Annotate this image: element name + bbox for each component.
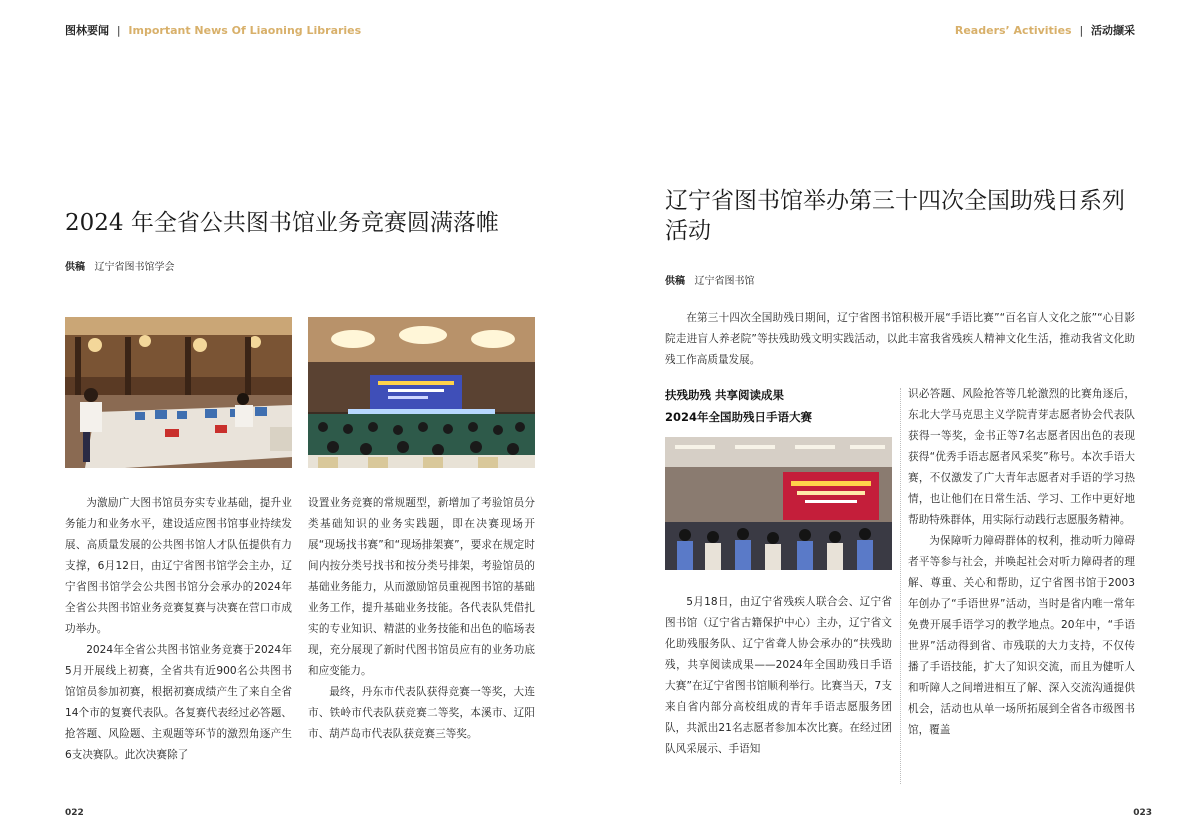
- photo-conference-hall: [308, 317, 535, 468]
- subheading-2: 2024年全国助残日手语大赛: [665, 410, 813, 424]
- paragraph: 为保障听力障碍群体的权利，推动听力障碍者平等参与社会，并唤起社会对听力障碍者的理解、尊重、关心和帮助，辽宁省图书馆于2003年创办了“手语世界”活动，当时是省内唯一常年免费开展手语学习的教学地点。20年中，“手语世界”活动得到省、市残联的大力支持，不仅传播了手语技能，扩大了知识交流，而且为健听人和听障人之间增进相互了解、深入交流沟通提供机会，活动也从单一场所拓展到全省各市级图书馆，覆盖: [908, 535, 1135, 736]
- page-number-right: 023: [1133, 808, 1152, 818]
- paragraph: 5月18日，由辽宁省残疾人联合会、辽宁省图书馆（辽宁省古籍保护中心）主办，辽宁省文化助残服务队、辽宁省聋人协会承办的“扶残助残，共享阅读成果——2024年全国助残日手语大赛”在辽宁省图书馆顺利举行。比赛当天，7支来自省内部分高校组成的青年手语志愿服务团队，共派出21名志愿者参加本次比赛。在经过团队风采展示、手语知: [665, 596, 892, 755]
- photo-sign-language-contest: [665, 437, 892, 570]
- right-column-1: [665, 384, 892, 428]
- paragraph: 设置业务竞赛的常规题型，新增加了考验馆员分类基础知识的业务实践题，即在决赛现场开展“现场找书赛”和“现场排架赛”，要求在规定时间内按分类号找书和按分类号排架，考验馆员的基础业务能力，从而激励馆员重视图书馆的基础业务工作，提升基础业务技能。各代表队凭借扎实的专业知识、精湛的业务技能和出色的临场表现，充分展现了新时代图书馆员应有的业务功底和应变能力。: [308, 497, 535, 677]
- header-right-cn: 活动撷采: [1091, 24, 1135, 37]
- left-byline-org: 辽宁省图书馆学会: [94, 262, 175, 273]
- header-separator: |: [1079, 24, 1084, 37]
- right-page: [600, 0, 1200, 827]
- right-lead: [665, 308, 1135, 371]
- left-column-1: [65, 493, 292, 766]
- right-byline: [665, 272, 754, 287]
- paragraph: 为激励广大图书馆员夯实专业基础，提升业务能力和业务水平，建设适应图书馆事业持续发展、高质量发展的公共图书馆人才队伍提供有力支撑，6月12日，由辽宁省图书馆学会主办，辽宁省图书馆学会公共图书馆分会承办的2024年全省公共图书馆业务竞赛复赛与决赛在营口市成功举办。: [65, 497, 292, 635]
- header-separator: |: [116, 24, 121, 37]
- right-byline-org: 辽宁省图书馆: [694, 276, 755, 287]
- header-left: [65, 22, 361, 38]
- header-right-en: Readers’ Activities: [954, 24, 1072, 37]
- paragraph: 最终，丹东市代表队获得竞赛一等奖，大连市、铁岭市代表队获竞赛二等奖，本溪市、辽阳市、葫芦岛市代表队获竞赛三等奖。: [308, 686, 535, 740]
- paragraph: 2024年全省公共图书馆业务竞赛于2024年5月开展线上初赛，全省共有近900名公共图书馆馆员参加初赛，根据初赛成绩产生了来自全省14个市的复赛代表队。各复赛代表经过必答题、抢答题、风险题、主观题等环节的激烈角逐产生6支决赛队。此次决赛除了: [65, 644, 292, 761]
- left-column-2: [308, 493, 535, 745]
- photo-book-display: [65, 317, 292, 468]
- page-number-left: 022: [65, 808, 84, 818]
- right-column-1-body: [665, 592, 892, 760]
- right-article-title: 辽宁省图书馆举办第三十四次全国助残日系列活动: [665, 188, 1125, 244]
- header-left-en: Important News Of Liaoning Libraries: [128, 24, 362, 37]
- subheading-1: 扶残助残 共享阅读成果: [665, 388, 785, 402]
- paragraph: 识必答题、风险抢答等几轮激烈的比赛角逐后，东北大学马克思主义学院青芽志愿者协会代表队获得一等奖，金书正等7名志愿者因出色的表现获得“优秀手语志愿者风采奖”称号。本次手语大赛，不仅激发了广大青年志愿者对手语的学习热情，也让他们在日常生活、学习、工作中更好地帮助特殊群体，用实际行动践行志愿服务精神。: [908, 388, 1135, 526]
- left-byline: [65, 258, 174, 273]
- left-byline-label: 供稿: [65, 262, 85, 273]
- right-byline-label: 供稿: [665, 276, 685, 287]
- left-article-title: 2024 年全省公共图书馆业务竞赛圆满落帷: [65, 210, 499, 236]
- header-left-cn: 图林要闻: [65, 24, 109, 37]
- right-column-2: [908, 384, 1135, 741]
- header-right: [955, 22, 1135, 38]
- lead-paragraph: 在第三十四次全国助残日期间，辽宁省图书馆积极开展“手语比赛”“百名盲人文化之旅”“心目影院走进盲人养老院”等扶残助残文明实践活动，以此丰富我省残疾人精神文化生活，推动我省文化助残工作高质量发展。: [665, 312, 1135, 366]
- column-divider: [900, 388, 901, 784]
